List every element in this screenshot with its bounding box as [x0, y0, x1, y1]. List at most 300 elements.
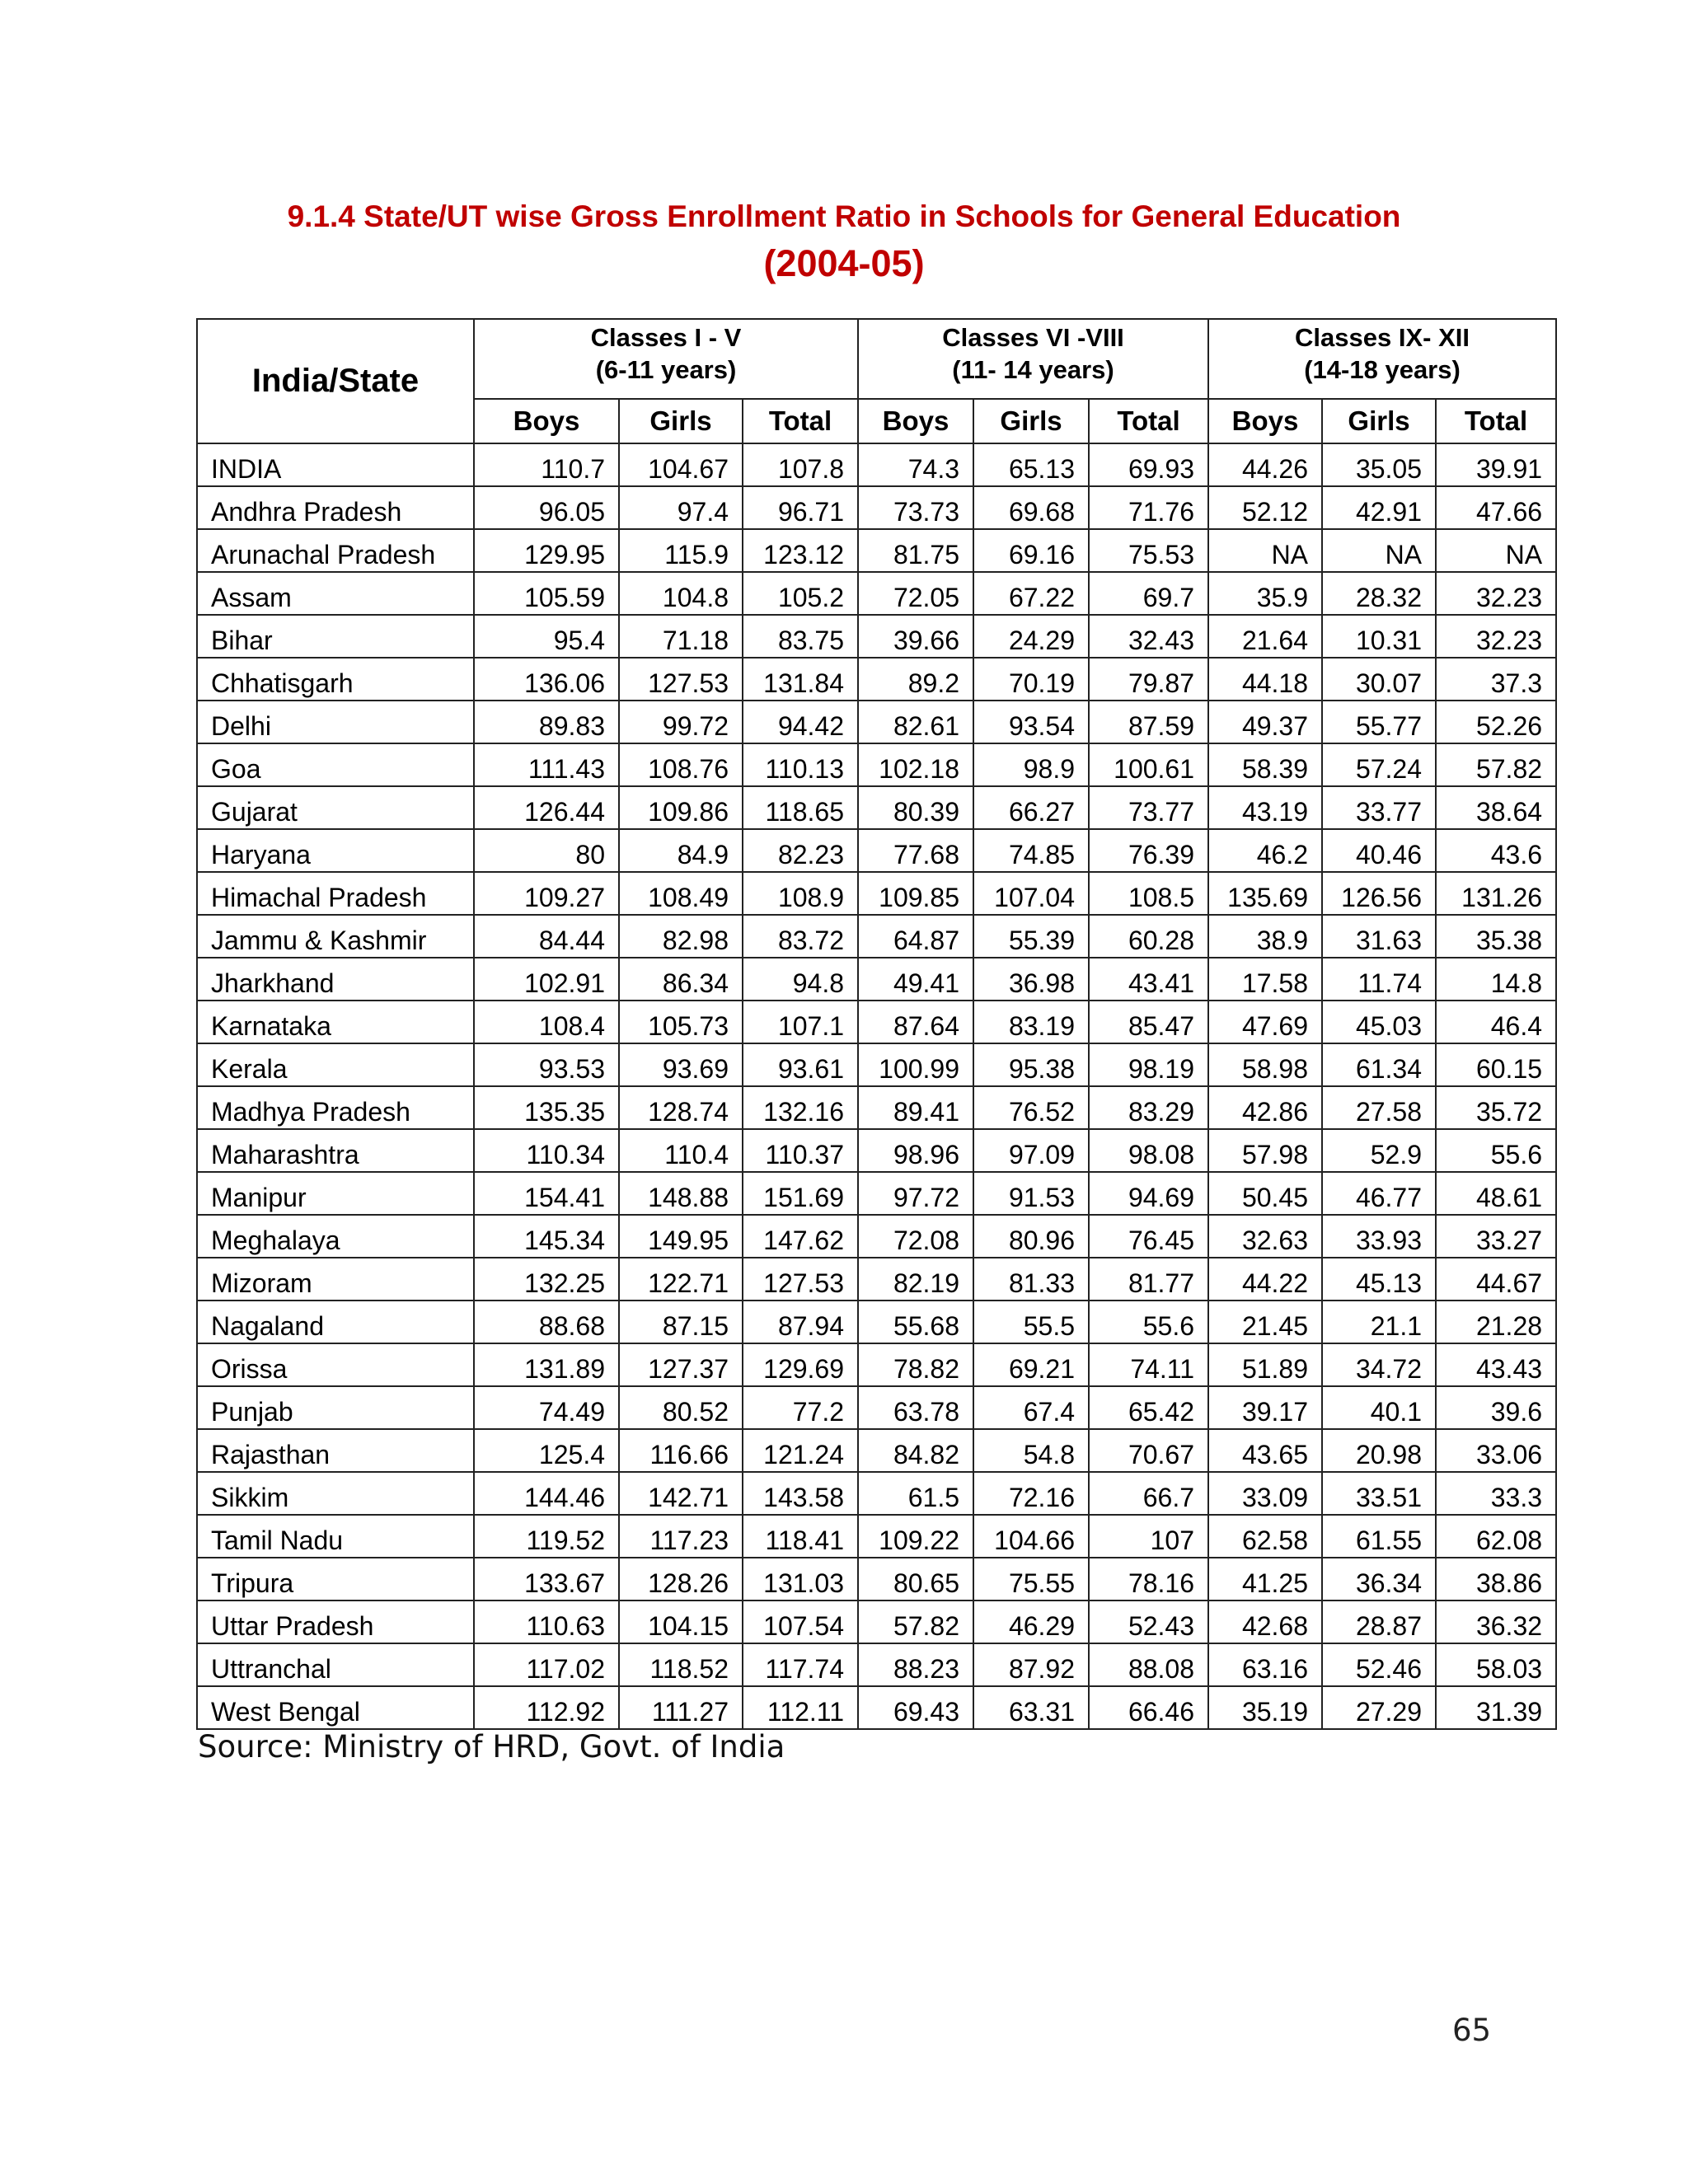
subheader-total: Total [743, 399, 858, 443]
ratio-cell: 117.02 [474, 1643, 619, 1686]
ratio-cell: 40.46 [1322, 829, 1436, 872]
ratio-cell: 126.56 [1322, 872, 1436, 915]
ratio-cell: 79.87 [1089, 658, 1208, 701]
ratio-cell: 110.37 [743, 1129, 858, 1172]
ratio-cell: 94.8 [743, 958, 858, 1001]
ratio-cell: 38.9 [1208, 915, 1322, 958]
table-row [197, 1215, 1556, 1258]
ratio-cell: 55.39 [973, 915, 1089, 958]
ratio-cell: 62.58 [1208, 1515, 1322, 1558]
ratio-cell: 96.71 [743, 486, 858, 529]
ratio-cell: NA [1322, 529, 1436, 572]
ratio-cell: 98.9 [973, 743, 1089, 786]
ratio-cell: 107 [1089, 1515, 1208, 1558]
ratio-cell: 36.98 [973, 958, 1089, 1001]
ratio-cell: 118.52 [619, 1643, 743, 1686]
ratio-cell: 108.76 [619, 743, 743, 786]
ratio-cell: 21.1 [1322, 1301, 1436, 1343]
ratio-cell: 135.35 [474, 1086, 619, 1129]
ratio-cell: 52.46 [1322, 1643, 1436, 1686]
ratio-cell: 112.11 [743, 1686, 858, 1729]
ratio-cell: 111.27 [619, 1686, 743, 1729]
ratio-cell: 104.67 [619, 443, 743, 486]
state-name: Karnataka [197, 1001, 474, 1043]
ratio-cell: 44.22 [1208, 1258, 1322, 1301]
state-name: Meghalaya [197, 1215, 474, 1258]
ratio-cell: 60.28 [1089, 915, 1208, 958]
ratio-cell: 55.77 [1322, 701, 1436, 743]
ratio-cell: 104.15 [619, 1601, 743, 1643]
ratio-cell: 135.69 [1208, 872, 1322, 915]
table-body [197, 443, 1556, 1729]
ratio-cell: 97.4 [619, 486, 743, 529]
ratio-cell: 72.16 [973, 1472, 1089, 1515]
ratio-cell: 71.18 [619, 615, 743, 658]
ratio-cell: 47.69 [1208, 1001, 1322, 1043]
state-name: Sikkim [197, 1472, 474, 1515]
ratio-cell: 118.65 [743, 786, 858, 829]
ratio-cell: 126.44 [474, 786, 619, 829]
ratio-cell: 49.41 [858, 958, 973, 1001]
ratio-cell: 88.23 [858, 1643, 973, 1686]
ratio-cell: 97.72 [858, 1172, 973, 1215]
ratio-cell: 76.45 [1089, 1215, 1208, 1258]
ratio-cell: 122.71 [619, 1258, 743, 1301]
subheader-girls: Girls [1322, 399, 1436, 443]
ratio-cell: 14.8 [1436, 958, 1556, 1001]
ratio-cell: 107.04 [973, 872, 1089, 915]
ratio-cell: 11.74 [1322, 958, 1436, 1001]
ratio-cell: 43.43 [1436, 1343, 1556, 1386]
ratio-cell: 35.9 [1208, 572, 1322, 615]
table-row [197, 1343, 1556, 1386]
ratio-cell: 109.27 [474, 872, 619, 915]
ratio-cell: 40.1 [1322, 1386, 1436, 1429]
state-name: Jharkhand [197, 958, 474, 1001]
state-name: INDIA [197, 443, 474, 486]
state-name: Maharashtra [197, 1129, 474, 1172]
state-name: Assam [197, 572, 474, 615]
ratio-cell: 72.05 [858, 572, 973, 615]
ratio-cell: 95.38 [973, 1043, 1089, 1086]
ratio-cell: 66.7 [1089, 1472, 1208, 1515]
state-name: Gujarat [197, 786, 474, 829]
ratio-cell: 33.09 [1208, 1472, 1322, 1515]
ratio-cell: 80.39 [858, 786, 973, 829]
table-row [197, 1558, 1556, 1601]
ratio-cell: 82.61 [858, 701, 973, 743]
ratio-cell: 110.13 [743, 743, 858, 786]
ratio-cell: 44.67 [1436, 1258, 1556, 1301]
ratio-cell: 94.42 [743, 701, 858, 743]
ratio-cell: 20.98 [1322, 1429, 1436, 1472]
state-name: Jammu & Kashmir [197, 915, 474, 958]
ratio-cell: 39.17 [1208, 1386, 1322, 1429]
ratio-cell: 121.24 [743, 1429, 858, 1472]
ratio-cell: 78.16 [1089, 1558, 1208, 1601]
ratio-cell: 49.37 [1208, 701, 1322, 743]
ratio-cell: 55.6 [1089, 1301, 1208, 1343]
table-row [197, 1429, 1556, 1472]
subheader-total: Total [1436, 399, 1556, 443]
ratio-cell: 87.94 [743, 1301, 858, 1343]
ratio-cell: 80.96 [973, 1215, 1089, 1258]
group-header-secondary [1208, 319, 1556, 399]
ratio-cell: 33.77 [1322, 786, 1436, 829]
ratio-cell: 142.71 [619, 1472, 743, 1515]
ratio-cell: 91.53 [973, 1172, 1089, 1215]
ratio-cell: 97.09 [973, 1129, 1089, 1172]
ratio-cell: 75.55 [973, 1558, 1089, 1601]
ratio-cell: 93.61 [743, 1043, 858, 1086]
state-name: Kerala [197, 1043, 474, 1086]
table-row [197, 486, 1556, 529]
ratio-cell: 136.06 [474, 658, 619, 701]
state-name: Orissa [197, 1343, 474, 1386]
ratio-cell: 36.34 [1322, 1558, 1436, 1601]
state-name: Madhya Pradesh [197, 1086, 474, 1129]
ratio-cell: 36.32 [1436, 1601, 1556, 1643]
ratio-cell: 66.46 [1089, 1686, 1208, 1729]
ratio-cell: 27.58 [1322, 1086, 1436, 1129]
ratio-cell: 44.18 [1208, 658, 1322, 701]
ratio-cell: 74.85 [973, 829, 1089, 872]
ratio-cell: 129.95 [474, 529, 619, 572]
ratio-cell: 108.49 [619, 872, 743, 915]
ratio-cell: 83.29 [1089, 1086, 1208, 1129]
subheader-boys: Boys [858, 399, 973, 443]
ratio-cell: 100.99 [858, 1043, 973, 1086]
ratio-cell: 117.74 [743, 1643, 858, 1686]
ratio-cell: 52.9 [1322, 1129, 1436, 1172]
ratio-cell: 61.55 [1322, 1515, 1436, 1558]
group-header-primary-classes: Classes I - V [590, 323, 742, 352]
ratio-cell: 50.45 [1208, 1172, 1322, 1215]
ratio-cell: 41.25 [1208, 1558, 1322, 1601]
ratio-cell: 132.16 [743, 1086, 858, 1129]
state-name: Uttranchal [197, 1643, 474, 1686]
ratio-cell: 62.08 [1436, 1515, 1556, 1558]
ratio-cell: 57.24 [1322, 743, 1436, 786]
ratio-cell: 87.92 [973, 1643, 1089, 1686]
ratio-cell: 105.2 [743, 572, 858, 615]
ratio-cell: 74.3 [858, 443, 973, 486]
ratio-cell: 63.16 [1208, 1643, 1322, 1686]
ratio-cell: 115.9 [619, 529, 743, 572]
subheader-girls: Girls [619, 399, 743, 443]
ratio-cell: 57.82 [1436, 743, 1556, 786]
ratio-cell: 131.84 [743, 658, 858, 701]
table-row [197, 1515, 1556, 1558]
ratio-cell: 27.29 [1322, 1686, 1436, 1729]
ratio-cell: 35.19 [1208, 1686, 1322, 1729]
ratio-cell: 82.19 [858, 1258, 973, 1301]
ratio-cell: 147.62 [743, 1215, 858, 1258]
table-row [197, 1301, 1556, 1343]
ratio-cell: 125.4 [474, 1429, 619, 1472]
table-row [197, 743, 1556, 786]
ratio-cell: 123.12 [743, 529, 858, 572]
state-name: Haryana [197, 829, 474, 872]
ratio-cell: 42.91 [1322, 486, 1436, 529]
state-name: Bihar [197, 615, 474, 658]
ratio-cell: 24.29 [973, 615, 1089, 658]
ratio-cell: 67.4 [973, 1386, 1089, 1429]
ratio-cell: 96.05 [474, 486, 619, 529]
ratio-cell: 104.8 [619, 572, 743, 615]
ratio-cell: 143.58 [743, 1472, 858, 1515]
ratio-cell: 52.26 [1436, 701, 1556, 743]
ratio-cell: 89.41 [858, 1086, 973, 1129]
ratio-cell: NA [1436, 529, 1556, 572]
ratio-cell: 42.68 [1208, 1601, 1322, 1643]
ratio-cell: 131.03 [743, 1558, 858, 1601]
ratio-cell: 57.82 [858, 1601, 973, 1643]
state-name: Punjab [197, 1386, 474, 1429]
ratio-cell: 131.89 [474, 1343, 619, 1386]
ratio-cell: 38.64 [1436, 786, 1556, 829]
ratio-cell: 110.34 [474, 1129, 619, 1172]
ratio-cell: 33.27 [1436, 1215, 1556, 1258]
ratio-cell: 52.43 [1089, 1601, 1208, 1643]
table-row [197, 829, 1556, 872]
ratio-cell: 39.66 [858, 615, 973, 658]
ratio-cell: 46.77 [1322, 1172, 1436, 1215]
ratio-cell: 32.43 [1089, 615, 1208, 658]
ratio-cell: 65.42 [1089, 1386, 1208, 1429]
ratio-cell: 87.15 [619, 1301, 743, 1343]
ratio-cell: 35.72 [1436, 1086, 1556, 1129]
ratio-cell: 80 [474, 829, 619, 872]
ratio-cell: 69.43 [858, 1686, 973, 1729]
ratio-cell: 109.86 [619, 786, 743, 829]
table-row [197, 1043, 1556, 1086]
ratio-cell: 77.68 [858, 829, 973, 872]
ratio-cell: 128.74 [619, 1086, 743, 1129]
table-row [197, 1129, 1556, 1172]
ratio-cell: 108.5 [1089, 872, 1208, 915]
ratio-cell: 81.77 [1089, 1258, 1208, 1301]
table-row [197, 658, 1556, 701]
ratio-cell: 81.75 [858, 529, 973, 572]
ratio-cell: 51.89 [1208, 1343, 1322, 1386]
table-row [197, 915, 1556, 958]
table-row [197, 1643, 1556, 1686]
group-header-upper-primary-ages: (11- 14 years) [952, 355, 1114, 384]
ratio-cell: 57.98 [1208, 1129, 1322, 1172]
ratio-cell: 52.12 [1208, 486, 1322, 529]
ratio-cell: 102.18 [858, 743, 973, 786]
ratio-cell: 98.08 [1089, 1129, 1208, 1172]
state-name: Chhatisgarh [197, 658, 474, 701]
ratio-cell: 58.98 [1208, 1043, 1322, 1086]
enrollment-ratio-table [196, 318, 1557, 1730]
source-note: Source: Ministry of HRD, Govt. of India [198, 1729, 785, 1765]
table-row [197, 786, 1556, 829]
table-row [197, 529, 1556, 572]
group-header-primary-ages: (6-11 years) [595, 355, 737, 384]
group-header-upper-primary [858, 319, 1208, 399]
table-row [197, 958, 1556, 1001]
ratio-cell: 89.83 [474, 701, 619, 743]
ratio-cell: 55.6 [1436, 1129, 1556, 1172]
ratio-cell: 45.03 [1322, 1001, 1436, 1043]
ratio-cell: NA [1208, 529, 1322, 572]
ratio-cell: 129.69 [743, 1343, 858, 1386]
ratio-cell: 75.53 [1089, 529, 1208, 572]
ratio-cell: 154.41 [474, 1172, 619, 1215]
ratio-cell: 110.4 [619, 1129, 743, 1172]
ratio-cell: 82.98 [619, 915, 743, 958]
ratio-cell: 43.41 [1089, 958, 1208, 1001]
ratio-cell: 93.53 [474, 1043, 619, 1086]
ratio-cell: 88.08 [1089, 1643, 1208, 1686]
table-row [197, 701, 1556, 743]
ratio-cell: 43.6 [1436, 829, 1556, 872]
ratio-cell: 74.49 [474, 1386, 619, 1429]
ratio-cell: 46.4 [1436, 1001, 1556, 1043]
ratio-cell: 74.11 [1089, 1343, 1208, 1386]
subheader-total: Total [1089, 399, 1208, 443]
ratio-cell: 117.23 [619, 1515, 743, 1558]
ratio-cell: 46.2 [1208, 829, 1322, 872]
table-row [197, 572, 1556, 615]
ratio-cell: 43.19 [1208, 786, 1322, 829]
table-row [197, 872, 1556, 915]
ratio-cell: 58.39 [1208, 743, 1322, 786]
ratio-cell: 78.82 [858, 1343, 973, 1386]
table-row [197, 1686, 1556, 1729]
ratio-cell: 70.67 [1089, 1429, 1208, 1472]
state-name: Delhi [197, 701, 474, 743]
ratio-cell: 60.15 [1436, 1043, 1556, 1086]
ratio-cell: 70.19 [973, 658, 1089, 701]
ratio-cell: 61.5 [858, 1472, 973, 1515]
table-row [197, 615, 1556, 658]
ratio-cell: 33.51 [1322, 1472, 1436, 1515]
ratio-cell: 87.59 [1089, 701, 1208, 743]
ratio-cell: 102.91 [474, 958, 619, 1001]
ratio-cell: 35.05 [1322, 443, 1436, 486]
ratio-cell: 48.61 [1436, 1172, 1556, 1215]
ratio-cell: 65.13 [973, 443, 1089, 486]
ratio-cell: 45.13 [1322, 1258, 1436, 1301]
ratio-cell: 128.26 [619, 1558, 743, 1601]
ratio-cell: 32.23 [1436, 572, 1556, 615]
ratio-cell: 21.64 [1208, 615, 1322, 658]
ratio-cell: 83.72 [743, 915, 858, 958]
ratio-cell: 108.9 [743, 872, 858, 915]
subheader-boys: Boys [1208, 399, 1322, 443]
ratio-cell: 31.39 [1436, 1686, 1556, 1729]
ratio-cell: 30.07 [1322, 658, 1436, 701]
ratio-cell: 127.37 [619, 1343, 743, 1386]
table-row [197, 1001, 1556, 1043]
table-title: 9.1.4 State/UT wise Gross Enrollment Ratio in Schools for General Education [287, 199, 1401, 233]
ratio-cell: 69.16 [973, 529, 1089, 572]
state-column-header: India/State [197, 319, 474, 443]
ratio-cell: 77.2 [743, 1386, 858, 1429]
ratio-cell: 119.52 [474, 1515, 619, 1558]
ratio-cell: 107.1 [743, 1001, 858, 1043]
ratio-cell: 31.63 [1322, 915, 1436, 958]
ratio-cell: 105.73 [619, 1001, 743, 1043]
ratio-cell: 76.52 [973, 1086, 1089, 1129]
ratio-cell: 61.34 [1322, 1043, 1436, 1086]
ratio-cell: 144.46 [474, 1472, 619, 1515]
ratio-cell: 73.77 [1089, 786, 1208, 829]
ratio-cell: 105.59 [474, 572, 619, 615]
table-row [197, 1601, 1556, 1643]
ratio-cell: 76.39 [1089, 829, 1208, 872]
ratio-cell: 98.19 [1089, 1043, 1208, 1086]
ratio-cell: 64.87 [858, 915, 973, 958]
ratio-cell: 33.3 [1436, 1472, 1556, 1515]
ratio-cell: 46.29 [973, 1601, 1089, 1643]
ratio-cell: 82.23 [743, 829, 858, 872]
ratio-cell: 33.93 [1322, 1215, 1436, 1258]
ratio-cell: 73.73 [858, 486, 973, 529]
ratio-cell: 131.26 [1436, 872, 1556, 915]
ratio-cell: 110.7 [474, 443, 619, 486]
ratio-cell: 132.25 [474, 1258, 619, 1301]
ratio-cell: 99.72 [619, 701, 743, 743]
ratio-cell: 38.86 [1436, 1558, 1556, 1601]
ratio-cell: 42.86 [1208, 1086, 1322, 1129]
ratio-cell: 66.27 [973, 786, 1089, 829]
group-header-secondary-ages: (14-18 years) [1304, 355, 1461, 384]
group-header-primary [474, 319, 858, 399]
ratio-cell: 98.96 [858, 1129, 973, 1172]
ratio-cell: 43.65 [1208, 1429, 1322, 1472]
state-name: Tamil Nadu [197, 1515, 474, 1558]
table-year: (2004-05) [763, 242, 925, 284]
ratio-cell: 108.4 [474, 1001, 619, 1043]
ratio-cell: 32.23 [1436, 615, 1556, 658]
ratio-cell: 95.4 [474, 615, 619, 658]
ratio-cell: 55.5 [973, 1301, 1089, 1343]
ratio-cell: 104.66 [973, 1515, 1089, 1558]
ratio-cell: 39.6 [1436, 1386, 1556, 1429]
state-name: Himachal Pradesh [197, 872, 474, 915]
ratio-cell: 109.22 [858, 1515, 973, 1558]
ratio-cell: 71.76 [1089, 486, 1208, 529]
ratio-cell: 69.93 [1089, 443, 1208, 486]
state-name: Uttar Pradesh [197, 1601, 474, 1643]
ratio-cell: 80.65 [858, 1558, 973, 1601]
ratio-cell: 111.43 [474, 743, 619, 786]
ratio-cell: 93.69 [619, 1043, 743, 1086]
ratio-cell: 35.38 [1436, 915, 1556, 958]
group-header-secondary-classes: Classes IX- XII [1295, 323, 1470, 352]
ratio-cell: 21.45 [1208, 1301, 1322, 1343]
ratio-cell: 28.87 [1322, 1601, 1436, 1643]
ratio-cell: 28.32 [1322, 572, 1436, 615]
state-name: Nagaland [197, 1301, 474, 1343]
ratio-cell: 84.82 [858, 1429, 973, 1472]
ratio-cell: 33.06 [1436, 1429, 1556, 1472]
ratio-cell: 145.34 [474, 1215, 619, 1258]
ratio-cell: 84.44 [474, 915, 619, 958]
ratio-cell: 148.88 [619, 1172, 743, 1215]
ratio-cell: 72.08 [858, 1215, 973, 1258]
ratio-cell: 67.22 [973, 572, 1089, 615]
ratio-cell: 133.67 [474, 1558, 619, 1601]
ratio-cell: 109.85 [858, 872, 973, 915]
ratio-cell: 32.63 [1208, 1215, 1322, 1258]
ratio-cell: 55.68 [858, 1301, 973, 1343]
ratio-cell: 47.66 [1436, 486, 1556, 529]
